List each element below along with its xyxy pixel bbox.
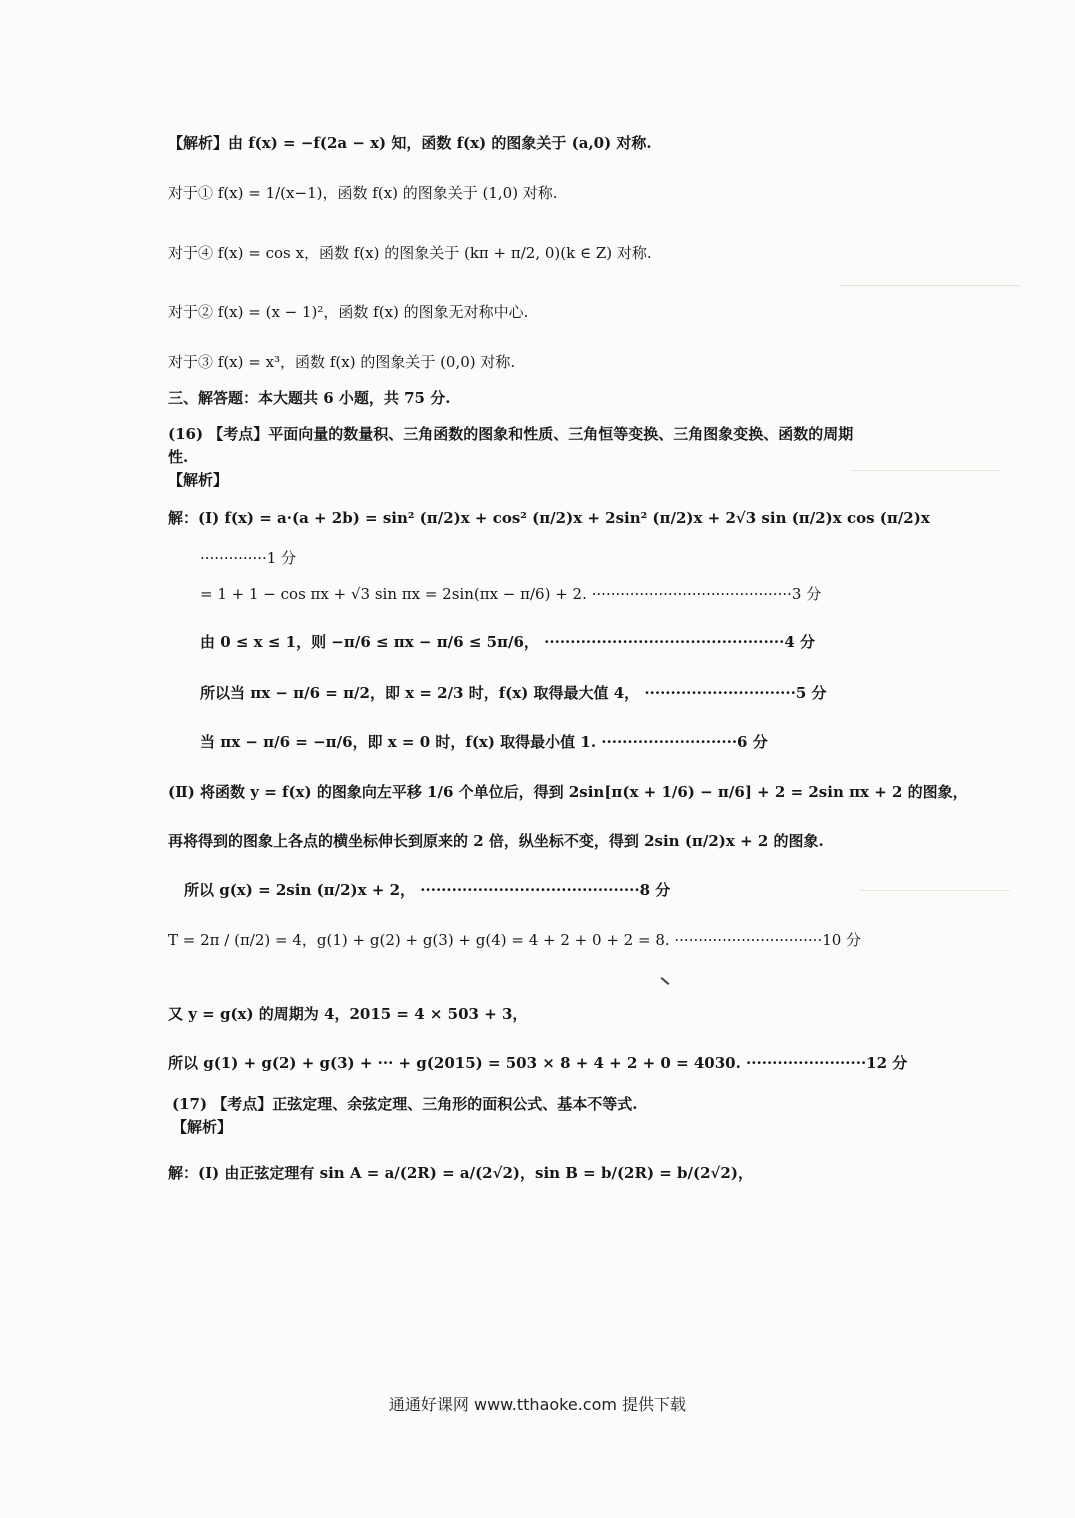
text-line: 所以 g(1) + g(2) + g(3) + ··· + g(2015) = 503 × 8 + 4 + 2 + 0 = 4030. ·······················12 分 <box>168 1054 908 1072</box>
text-line: 当 πx − π/6 = −π/6，即 x = 0 时，f(x) 取得最小值 1. ··························6 分 <box>200 733 768 751</box>
text-line: = 1 + 1 − cos πx + √3 sin πx = 2sin(πx − π/6) + 2. ··········································3 分 <box>200 585 822 603</box>
text-line: 【解析】 <box>172 1118 233 1136</box>
text-line: 对于④ f(x) = cos x，函数 f(x) 的图象关于 (kπ + π/2, 0)(k ∈ Z) 对称. <box>168 244 652 262</box>
text-line: 对于③ f(x) = x³，函数 f(x) 的图象关于 (0,0) 对称. <box>168 353 516 371</box>
text-line: (17) 【考点】正弦定理、余弦定理、三角形的面积公式、基本不等式. <box>172 1095 638 1113</box>
text-line: 所以当 πx − π/6 = π/2，即 x = 2/3 时，f(x) 取得最大值 4， ·····························5 分 <box>200 684 827 702</box>
text-line: 性. <box>168 448 189 466</box>
text-line: 【解析】 <box>168 471 229 489</box>
text-line: 又 y = g(x) 的周期为 4，2015 = 4 × 503 + 3， <box>168 1005 528 1023</box>
text-line: 由 0 ≤ x ≤ 1，则 −π/6 ≤ πx − π/6 ≤ 5π/6， ··············································4 分 <box>200 633 816 651</box>
text-line: 三、解答题：本大题共 6 小题，共 75 分. <box>168 389 451 407</box>
text-line: 解：(Ⅰ) f(x) = a·(a + 2b) = sin² (π/2)x + cos² (π/2)x + 2sin² (π/2)x + 2√3 sin (π/2)x cos (π/2)x <box>168 509 930 527</box>
bleed-through-block-1 <box>840 285 1020 326</box>
text-line: 解：(Ⅰ) 由正弦定理有 sin A = a/(2R) = a/(2√2)，sin B = b/(2R) = b/(2√2)， <box>168 1164 753 1182</box>
text-line: 【解析】由 f(x) = −f(2a − x) 知，函数 f(x) 的图象关于 (a,0) 对称. <box>168 134 652 152</box>
text-line: 对于① f(x) = 1/(x−1)，函数 f(x) 的图象关于 (1,0) 对称. <box>168 184 558 202</box>
text-line: ··············1 分 <box>200 549 297 567</box>
text-line: T = 2π / (π/2) = 4，g(1) + g(2) + g(3) + g(4) = 4 + 2 + 0 + 2 = 8. ·······························10 分 <box>168 931 862 949</box>
bleed-through-block-3 <box>860 890 1010 1071</box>
pen-stroke-mark <box>661 977 670 985</box>
text-line: (Ⅱ) 将函数 y = f(x) 的图象向左平移 1/6 个单位后，得到 2sin[π(x + 1/6) − π/6] + 2 = 2sin πx + 2 的图象， <box>168 783 968 801</box>
page-footer: 通通好课网 www.tthaoke.com 提供下载 <box>388 1395 687 1414</box>
text-line: 对于② f(x) = (x − 1)²，函数 f(x) 的图象无对称中心. <box>168 303 529 321</box>
text-line: (16) 【考点】平面向量的数量积、三角函数的图象和性质、三角恒等变换、三角图象变换、函数的周期 <box>168 425 854 443</box>
text-line: 所以 g(x) = 2sin (π/2)x + 2， ··········································8 分 <box>184 881 671 899</box>
text-line: 再将得到的图象上各点的横坐标伸长到原来的 2 倍，纵坐标不变，得到 2sin (π/2)x + 2 的图象. <box>168 832 824 850</box>
